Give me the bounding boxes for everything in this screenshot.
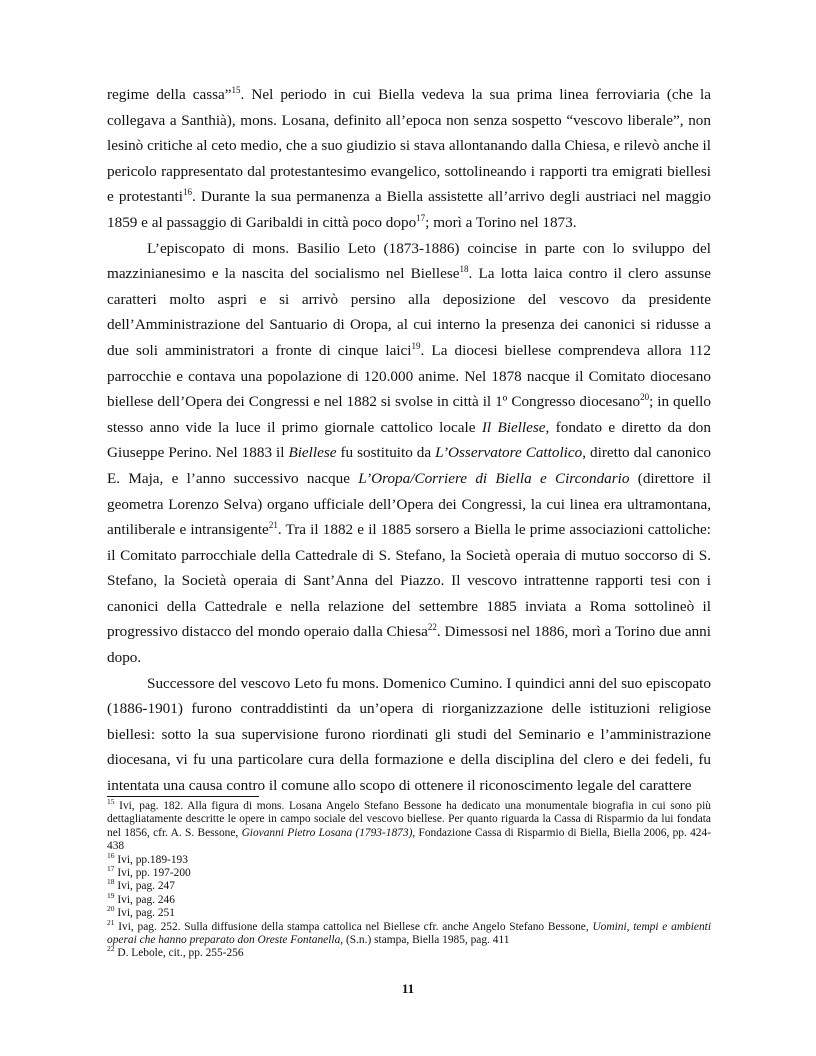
- text-run: (direttore il geometra Lorenzo Selva) organo ufficiale dell’Opera dei Congressi, la cui linea era ultramontana, antiliberale e intransigente: [107, 469, 711, 539]
- text-run: regime della cassa”: [107, 86, 232, 103]
- text-run: Ivi, pag. 252. Sulla diffusione della stampa cattolica nel Biellese cfr. anche Angelo Stefano Bessone,: [114, 920, 593, 933]
- italic-title: Il Biellese: [481, 418, 546, 436]
- footnote-number: 22: [107, 944, 115, 954]
- text-run: Ivi, pag. 182. Alla figura di mons. Losana Angelo Stefano Bessone ha dedicato una monumentale biografia in cui sono più dettagliatamente descritte le opere in campo sociale del vescovo biellese. Per quanto riguarda la Cassa di Risparmio da lui fondata nel 1856, cfr. A. S. Bessone,: [107, 800, 711, 839]
- footnote-number: 19: [107, 891, 115, 901]
- footnote-19: [107, 891, 711, 907]
- footnote-number: 18: [107, 877, 115, 887]
- text-run: . La lotta laica contro il clero assunse caratteri molto aspri e si arrivò persino alla deposizione del vescovo da presidente dell’Amministrazione del Santuario di Oropa, al cui interno la presenza dei canonici si ridusse a due soli amministratori a fronte di cinque laici: [107, 265, 712, 359]
- footnote-number: 15: [107, 797, 115, 807]
- footnote-ref: 21: [268, 520, 278, 531]
- text-run: ; in quello stesso anno vide la luce il primo giornale cattolico locale: [107, 393, 711, 436]
- footnote-16: [107, 850, 711, 867]
- text-run: . Durante la sua permanenza a Biella assistette all’arrivo degli austriaci nel maggio 1859 e al passaggio di Garibaldi in città poco dopo: [107, 188, 711, 231]
- text-run: Ivi, pag. 251: [114, 907, 175, 920]
- text-run: . Nel periodo in cui Biella vedeva la sua prima linea ferroviaria (che la collegava a Santhià), mons. Losana, definito all’epoca non senza sospetto “vescovo liberale”, non lesinò critiche al ceto medio, che a suo giudizio si stava allontanando dalla Chiesa, e rilevò anche il pericolo rappresentato dal protestantesimo evangelico, sottolineando i rapporti tra emigrati biellesi e protestanti: [107, 86, 711, 206]
- italic-title: Uomini, tempi e ambienti operai che hanno preparato don Oreste Fontanella: [107, 920, 711, 947]
- footnote-21: [107, 917, 711, 948]
- text-run: . Tra il 1882 e il 1885 sorsero a Biella le prime associazioni cattoliche: il Comitato parrocchiale della Cattedrale di S. Stefano, la Società operaia di mutuo soccorso di S. Stefano, la Società operaia di Sant’Anna del Piazzo. Il vescovo intrattenne rapporti tesi con i canonici della Cattedrale e nella relazione del settembre 1885 inviata a Roma sottolineò il progressivo distacco del mondo operaio dalla Chiesa: [107, 521, 711, 641]
- paragraph-1: [107, 82, 711, 236]
- footnote-number: 20: [107, 904, 115, 914]
- text-run: , diretto dal canonico E. Maja, e l’anno successivo nacque: [107, 444, 711, 487]
- footnotes: [107, 797, 711, 961]
- text-run: Ivi, pag. 247: [114, 880, 175, 893]
- footnote-ref: 18: [459, 264, 469, 275]
- text-run: Ivi, pp. 197-200: [114, 867, 191, 880]
- text-run: ; morì a Torino nel 1873.: [425, 213, 577, 231]
- text-run: , Fondazione Cassa di Risparmio di Biella, Biella 2006, pp. 424-438: [107, 826, 711, 853]
- footnote-22: [107, 944, 711, 960]
- italic-title: Giovanni Pietro Losana (1793-1873): [241, 826, 413, 839]
- text-run: , fondato e diretto da don Giuseppe Perino. Nel 1883 il: [107, 418, 711, 462]
- footnote-number: 21: [107, 917, 115, 927]
- footnote-15: [107, 797, 711, 854]
- text-run: , (S.n.) stampa, Biella 1985, pag. 411: [340, 934, 510, 947]
- text-run: L’episcopato di mons. Basilio Leto (1873-1886) coincise in parte con lo sviluppo del mazzinianesimo e la nascita del socialismo nel Biellese: [107, 239, 711, 283]
- footnote-ref: 22: [427, 622, 437, 633]
- italic-title: L’Osservatore Cattolico: [435, 444, 583, 462]
- text-run: . La diocesi biellese comprendeva allora 112 parrocchie e contava una popolazione di 120.000 anime. Nel 1878 nacque il Comitato diocesano biellese dell’Opera dei Congressi e nel 1882 si svolse in città il 1º Congresso diocesano: [107, 341, 711, 411]
- footnote-number: 17: [107, 864, 115, 874]
- footnote-separator: [107, 796, 259, 797]
- text-run: fu sostituito da: [336, 444, 436, 462]
- footnote-17: [107, 864, 711, 880]
- page-number: 11: [401, 981, 415, 996]
- footnote-ref: 20: [640, 392, 650, 403]
- footnote-number: 16: [107, 850, 115, 860]
- text-run: . Dimessosi nel 1886, morì a Torino due anni dopo.: [107, 623, 711, 667]
- italic-title: L’Oropa/Corriere di Biella e Circondario: [358, 469, 630, 487]
- footnote-ref: 17: [416, 212, 426, 223]
- footnote-ref: 16: [182, 187, 192, 198]
- text-run: Ivi, pag. 246: [114, 893, 175, 906]
- italic-title: Biellese: [288, 444, 337, 462]
- text-run: Ivi, pp.189-193: [114, 853, 188, 866]
- text-run: Successore del vescovo Leto fu mons. Domenico Cumino. I quindici anni del suo episcopato (1886-1901) furono contraddistinti da un’opera di riorganizzazione delle istituzioni religiose biellesi: sotto la sua supervisione furono riordinati gli studi del Seminario e l’amministrazione diocesana, vi fu una particolare cura della formazione e della disciplina del clero e dei fedeli, fu intentata una causa contro il comune allo scopo di ottenere il riconoscimento legale del carattere: [107, 674, 711, 795]
- footnote-18: [107, 877, 711, 893]
- body-text: [107, 82, 711, 799]
- footnote-20: [107, 904, 711, 920]
- text-run: D. Lebole, cit., pp. 255-256: [114, 947, 244, 960]
- footnote-ref: 19: [411, 340, 421, 351]
- footnote-ref: 15: [231, 84, 241, 95]
- paragraph-3: [107, 671, 711, 799]
- paragraph-2: [107, 236, 711, 671]
